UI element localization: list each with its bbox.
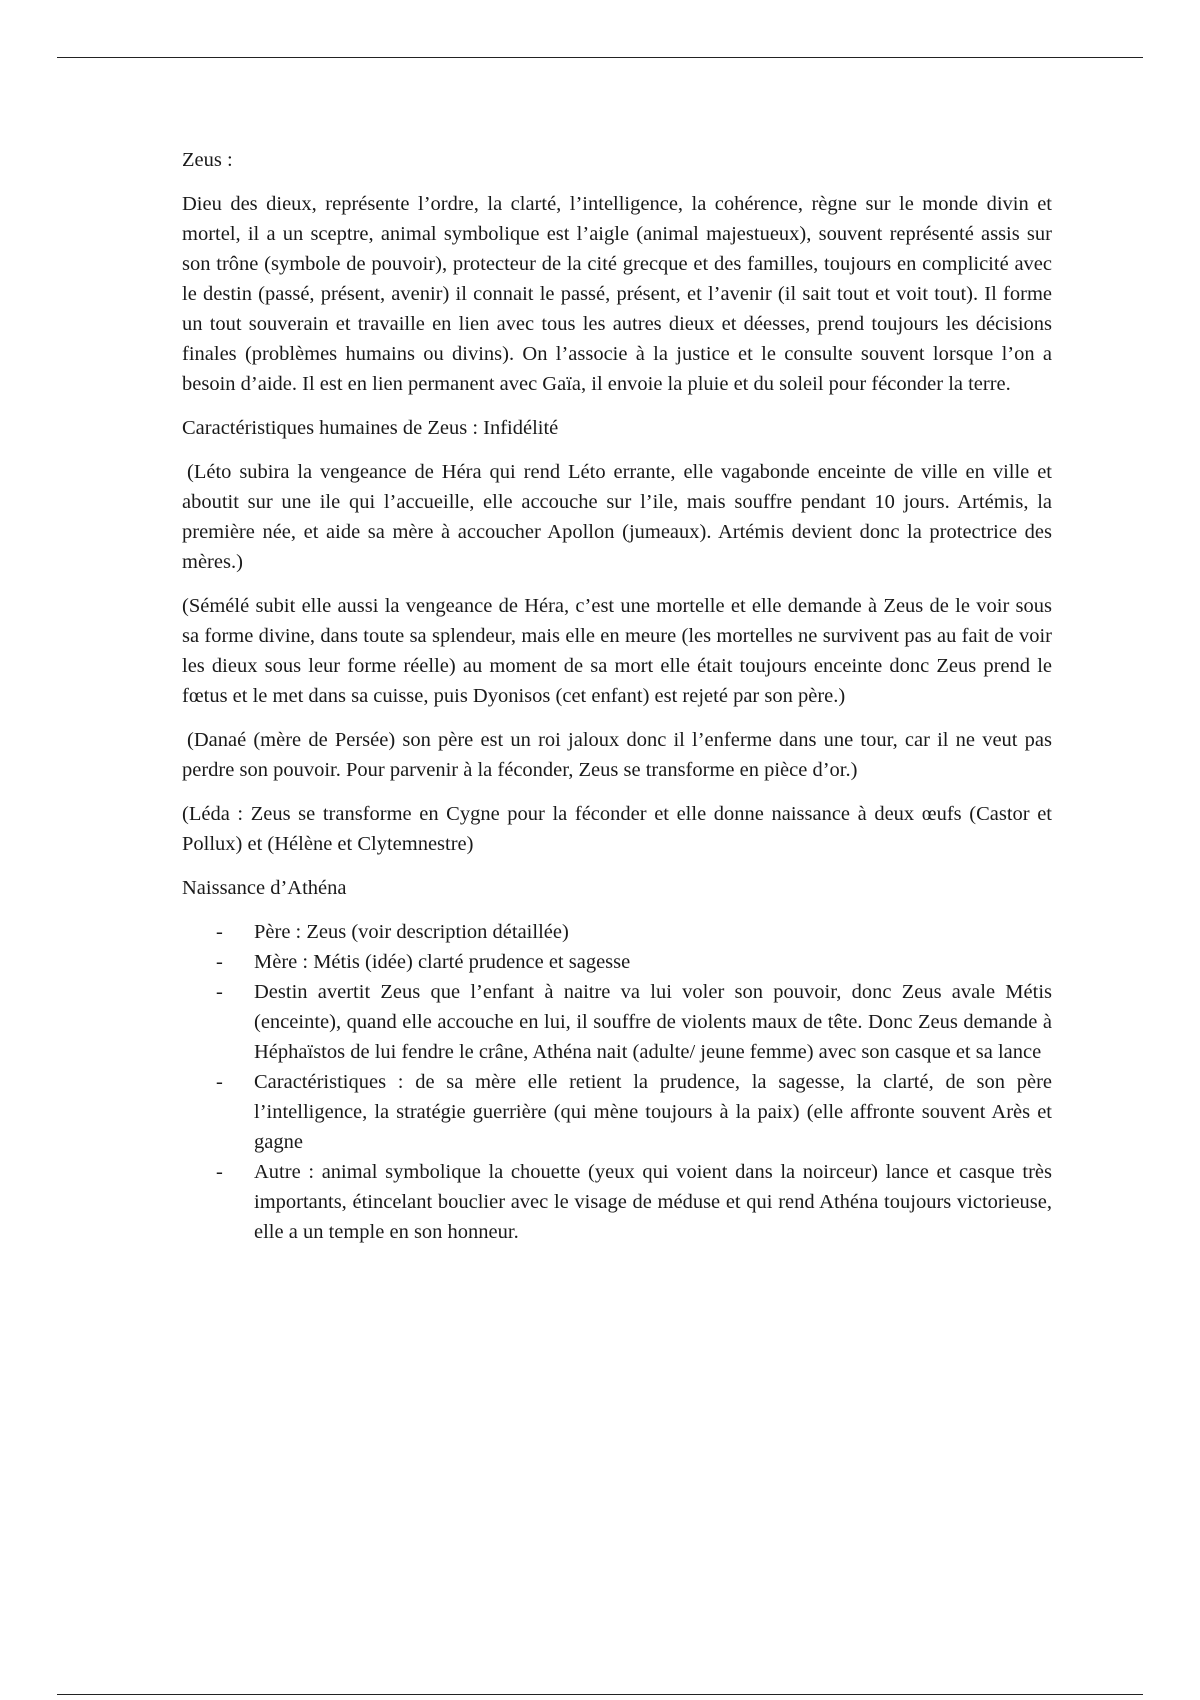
list-item — [216, 947, 1052, 977]
bullet-dash: - — [216, 1161, 223, 1183]
bullet-dash: - — [216, 951, 223, 973]
list-item-text: Caractéristiques : de sa mère elle retient la prudence, la sagesse, la clarté, de son père l’intelligence, la stratégie guerrière (qui mène toujours à la paix) (elle affronte souvent Arès et gagne — [254, 1071, 1052, 1153]
heading-zeus: Zeus : — [182, 149, 233, 171]
paragraph-leda: (Léda : Zeus se transforme en Cygne pour la féconder et elle donne naissance à deux œufs (Castor et Pollux) et (Hélène et Clytemnestre) — [182, 803, 1052, 855]
document-body — [182, 145, 1052, 1247]
list-item — [216, 977, 1052, 1067]
bottom-rule — [57, 1694, 1143, 1695]
paragraph-danae: (Danaé (mère de Persée) son père est un roi jaloux donc il l’enferme dans une tour, car il ne veut pas perdre son pouvoir. Pour parvenir à la féconder, Zeus se transforme en pièce d’or.) — [182, 729, 1052, 781]
list-item-text: Destin avertit Zeus que l’enfant à naitre va lui voler son pouvoir, donc Zeus avale Métis (enceinte), quand elle accouche en lui, il souffre de violents maux de tête. Donc Zeus demande à Héphaïstos de lui fendre le crâne, Athéna nait (adulte/ jeune femme) avec son casque et sa lance — [254, 981, 1052, 1063]
bullet-dash: - — [216, 1071, 223, 1093]
top-rule — [57, 57, 1143, 58]
heading-athena: Naissance d’Athéna — [182, 877, 347, 899]
athena-list — [182, 917, 1052, 1247]
list-item — [216, 917, 1052, 947]
list-item-text: Père : Zeus (voir description détaillée) — [254, 921, 569, 943]
paragraph-leto: (Léto subira la vengeance de Héra qui rend Léto errante, elle vagabonde enceinte de ville en ville et aboutit sur une ile qui l’accueille, elle accouche sur l’ile, mais souffre pendant 10 jours. Artémis, la première née, et aide sa mère à accoucher Apollon (jumeaux). Artémis devient donc la protectrice des mères.) — [182, 461, 1052, 573]
paragraph-zeus: Dieu des dieux, représente l’ordre, la clarté, l’intelligence, la cohérence, règne sur le monde divin et mortel, il a un sceptre, animal symbolique est l’aigle (animal majestueux), souvent représenté assis sur son trône (symbole de pouvoir), protecteur de la cité grecque et des familles, toujours en complicité avec le destin (passé, présent, avenir) il connait le passé, présent, et l’avenir (il sait tout et voit tout). Il forme un tout souverain et travaille en lien avec tous les autres dieux et déesses, prend toujours les décisions finales (problèmes humains ou divins). On l’associe à la justice et le consulte souvent lorsque l’on a besoin d’aide. Il est en lien permanent avec Gaïa, il envoie la pluie et du soleil pour féconder la terre. — [182, 193, 1052, 395]
list-item-text: Autre : animal symbolique la chouette (yeux qui voient dans la noirceur) lance et casque très importants, étincelant bouclier avec le visage de méduse et qui rend Athéna toujours victorieuse, elle a un temple en son honneur. — [254, 1161, 1052, 1243]
paragraph-semele: (Sémélé subit elle aussi la vengeance de Héra, c’est une mortelle et elle demande à Zeus de le voir sous sa forme divine, dans toute sa splendeur, mais elle en meure (les mortelles ne survivent pas au fait de voir les dieux sous leur forme réelle) au moment de sa mort elle était toujours enceinte donc Zeus prend le fœtus et le met dans sa cuisse, puis Dyonisos (cet enfant) est rejeté par son père.) — [182, 595, 1052, 707]
list-item — [216, 1067, 1052, 1157]
bullet-dash: - — [216, 981, 223, 1003]
list-item — [216, 1157, 1052, 1247]
list-item-text: Mère : Métis (idée) clarté prudence et sagesse — [254, 951, 631, 973]
heading-traits: Caractéristiques humaines de Zeus : Infidélité — [182, 417, 559, 439]
bullet-dash: - — [216, 921, 223, 943]
